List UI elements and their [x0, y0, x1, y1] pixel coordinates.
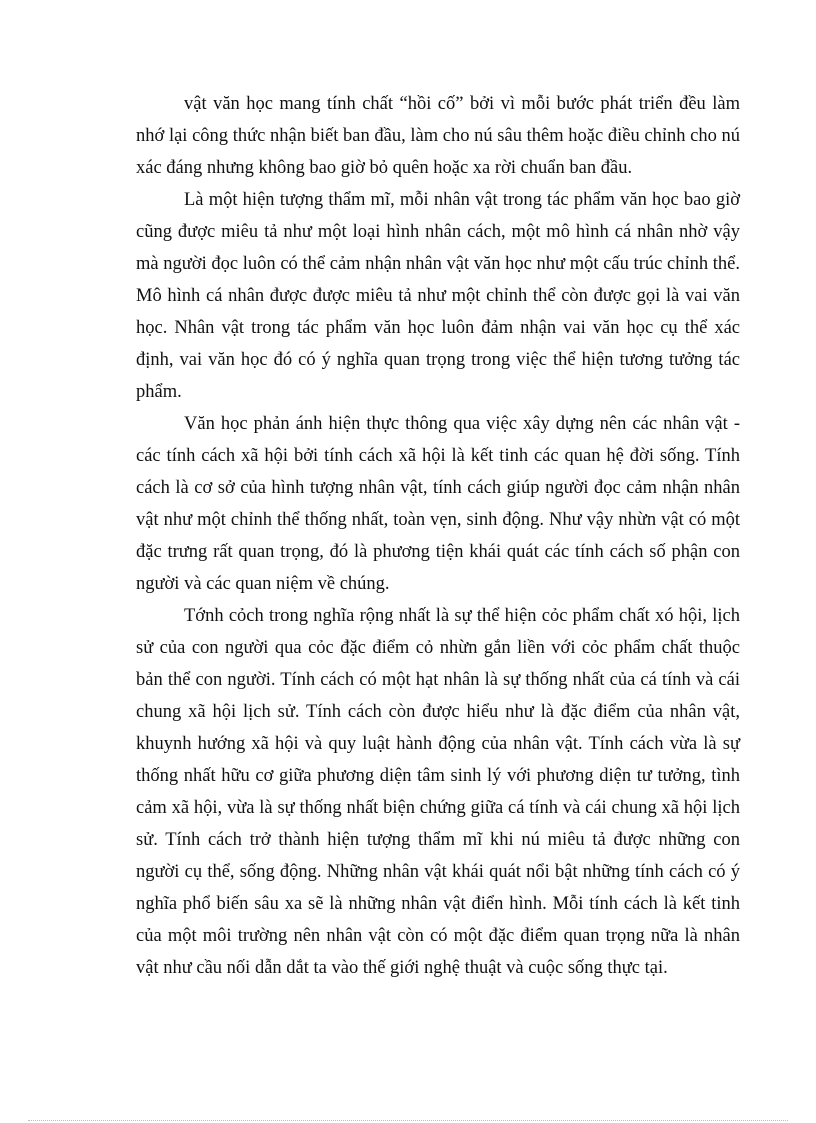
paragraph-3: Văn học phản ánh hiện thực thông qua việc xây dựng nên các nhân vật - các tính cách xã hội bởi tính cách xã hội là kết tinh các quan hệ đời sống. Tính cách là cơ sở của hình tượng nhân vật, tính cách giúp người đọc cảm nhận nhân vật như một chỉnh thể thống nhất, toàn vẹn, sinh động. Như vậy nhừn vật có một đặc trưng rất quan trọng, đó là phương tiện khái quát các tính cách số phận con người và các quan niệm về chúng.: [136, 414, 740, 594]
paragraph-1: vật văn học mang tính chất “hồi cố” bởi vì mỗi bước phát triển đều làm nhớ lại công thức nhận biết ban đầu, làm cho nú sâu thêm hoặc điều chỉnh cho nú xác đáng nhưng không bao giờ bỏ quên hoặc xa rời chuẩn ban đầu.: [136, 94, 740, 178]
paragraph-4: Tớnh cỏch trong nghĩa rộng nhất là sự thể hiện cỏc phẩm chất xó hội, lịch sử của con người qua cỏc đặc điểm cỏ nhừn gắn liền với cỏc phẩm chất thuộc bản thể con người. Tính cách có một hạt nhân là sự thống nhất của cá tính và cái chung xã hội lịch sử. Tính cách còn được hiểu như là đặc điểm của nhân vật, khuynh hướng xã hội và quy luật hành động của nhân vật. Tính cách vừa là sự thống nhất hữu cơ giữa phương diện tâm sinh lý với phương diện tư tưởng, tình cảm xã hội, vừa là sự thống nhất biện chứng giữa cá tính và cái chung xã hội lịch sử. Tính cách trở thành hiện tượng thẩm mĩ khi nú miêu tả được những con người cụ thể, sống động. Những nhân vật khái quát nổi bật những tính cách có ý nghĩa phổ biến sâu xa sẽ là những nhân vật điển hình. Mỗi tính cách là kết tinh của một môi trường nên nhân vật còn có một đặc điểm quan trọng nữa là nhân vật như cầu nối dẫn dắt ta vào thế giới nghệ thuật và cuộc sống thực tại.: [136, 606, 740, 978]
body-text: [136, 88, 740, 984]
footer-dotted-rule: [28, 1120, 788, 1121]
paragraph-2: Là một hiện tượng thẩm mĩ, mỗi nhân vật trong tác phẩm văn học bao giờ cũng được miêu tả như một loại hình nhân cách, một mô hình cá nhân nhờ vậy mà người đọc luôn có thể cảm nhận nhân vật văn học như một cấu trúc chỉnh thể. Mô hình cá nhân được được miêu tả như một chỉnh thể còn được gọi là vai văn học. Nhân vật trong tác phẩm văn học luôn đảm nhận vai văn học cụ thể xác định, vai văn học đó có ý nghĩa quan trọng trong việc thể hiện tương tưởng tác phẩm.: [136, 190, 740, 402]
